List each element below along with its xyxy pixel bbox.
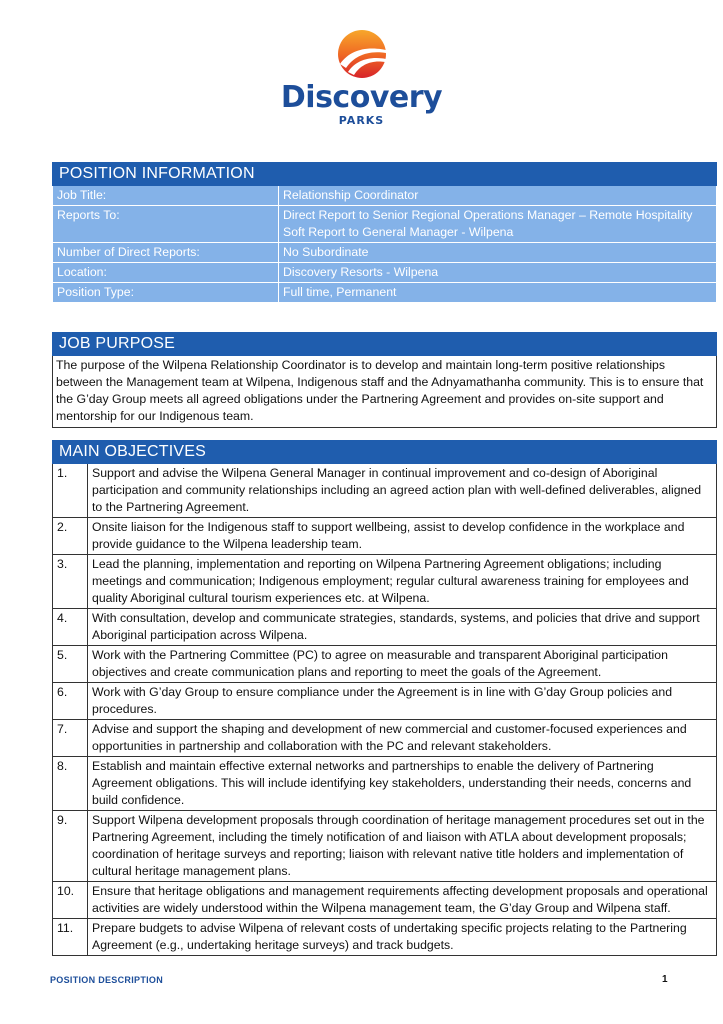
objective-row [53, 683, 717, 720]
main-objectives-table [52, 440, 717, 956]
objective-text: Onsite liaison for the Indigenous staff to support wellbeing, assist to develop confidence in the workplace and provide guidance to the Wilpena leadership team. [88, 518, 717, 555]
job-purpose-header [53, 333, 717, 356]
section-heading: JOB PURPOSE [59, 335, 176, 352]
objective-text: Support and advise the Wilpena General Manager in continual improvement and co-design of Aboriginal participation and community relationships including an agreed action plan with well-defined deliverables, aligned to the Partnering Agreement. [88, 464, 717, 518]
objective-number: 3. [53, 555, 88, 609]
position-info-label: Job Title: [53, 186, 279, 206]
objective-row [53, 646, 717, 683]
objective-row [53, 609, 717, 646]
objective-number: 11. [53, 919, 88, 956]
position-info-label: Location: [53, 263, 279, 283]
position-info-row [53, 186, 717, 206]
position-info-value-line: Soft Report to General Manager - Wilpena [283, 225, 514, 239]
objective-row [53, 919, 717, 956]
objective-text: With consultation, develop and communicate strategies, standards, systems, and policies that drive and support Aboriginal participation across Wilpena. [88, 609, 717, 646]
objective-number: 9. [53, 811, 88, 882]
objective-text: Work with G’day Group to ensure compliance under the Agreement is in line with G’day Group policies and procedures. [88, 683, 717, 720]
position-info-label: Number of Direct Reports: [53, 243, 279, 263]
footer-label: POSITION DESCRIPTION [50, 975, 164, 985]
position-info-row [53, 243, 717, 263]
objective-text: Advise and support the shaping and development of new commercial and customer-focused experiences and opportunities in partnership and collaboration with the PC and relevant stakeholders. [88, 720, 717, 757]
position-info-value [279, 186, 717, 206]
objective-row [53, 555, 717, 609]
objective-row [53, 464, 717, 518]
page-number: 1 [662, 974, 668, 985]
objective-row [53, 757, 717, 811]
position-info-value [279, 243, 717, 263]
logo-sub-text: PARKS [338, 114, 385, 127]
position-info-label: Reports To: [53, 206, 279, 243]
position-info-value-line: Full time, Permanent [283, 285, 397, 299]
objective-row [53, 811, 717, 882]
main-objectives-header [53, 441, 717, 464]
objective-number: 6. [53, 683, 88, 720]
position-information-table [52, 162, 717, 303]
objective-text: Support Wilpena development proposals through coordination of heritage management procedures set out in the Partnering Agreement, including the timely notification of and liaison with ATLA about development proposals; coordination of heritage surveys and reporting; liaison with relevant native title holders and implementation of cultural heritage management plans. [88, 811, 717, 882]
objective-number: 7. [53, 720, 88, 757]
position-info-label: Position Type: [53, 283, 279, 303]
position-info-row [53, 263, 717, 283]
objective-text: Ensure that heritage obligations and management requirements affecting development proposals and operational activities are widely understood within the Wilpena management team, the G’day Group and Wilpena staff. [88, 882, 717, 919]
objective-number: 10. [53, 882, 88, 919]
position-information-header [53, 163, 717, 186]
objective-number: 4. [53, 609, 88, 646]
logo-brand-text: Discovery [280, 80, 443, 115]
objective-row [53, 518, 717, 555]
objective-text: Prepare budgets to advise Wilpena of relevant costs of undertaking specific projects relating to the Partnering Agreement (e.g., undertaking heritage surveys) and track budgets. [88, 919, 717, 956]
discovery-parks-logo-icon [334, 28, 390, 80]
job-purpose-text: The purpose of the Wilpena Relationship Coordinator is to develop and maintain long-term positive relationships between the Management team at Wilpena, Indigenous staff and the Adnyamathanha community. This is to ensure that the G’day Group meets all agreed obligations under the Partnering Agreement and provides on-site support and mentorship for our Indigenous team. [53, 356, 717, 428]
objective-number: 5. [53, 646, 88, 683]
objective-text: Lead the planning, implementation and reporting on Wilpena Partnering Agreement obligations; including meetings and communication; Indigenous employment; regular cultural awareness training for employees and quality Aboriginal cultural tourism experiences etc. at Wilpena. [88, 555, 717, 609]
position-info-row [53, 206, 717, 243]
position-info-value [279, 283, 717, 303]
objective-row [53, 720, 717, 757]
objective-text: Work with the Partnering Committee (PC) to agree on measurable and transparent Aboriginal participation objectives and create communication plans and reporting to meet the goals of the Agreement. [88, 646, 717, 683]
position-info-value [279, 206, 717, 243]
objective-row [53, 882, 717, 919]
objective-number: 1. [53, 464, 88, 518]
objective-text: Establish and maintain effective external networks and partnerships to enable the delivery of Partnering Agreement obligations. This will include identifying key stakeholders, understanding their needs, concerns and build confidence. [88, 757, 717, 811]
job-purpose-table [52, 332, 717, 428]
position-info-value-line: Direct Report to Senior Regional Operations Manager – Remote Hospitality [283, 208, 693, 222]
position-info-row [53, 283, 717, 303]
objective-number: 8. [53, 757, 88, 811]
position-info-value-line: No Subordinate [283, 245, 369, 259]
position-info-value-line: Discovery Resorts - Wilpena [283, 265, 439, 279]
section-heading: POSITION INFORMATION [59, 165, 255, 182]
position-info-value [279, 263, 717, 283]
objective-number: 2. [53, 518, 88, 555]
section-heading: MAIN OBJECTIVES [59, 443, 207, 460]
position-info-value-line: Relationship Coordinator [283, 188, 419, 202]
company-logo [0, 28, 723, 128]
